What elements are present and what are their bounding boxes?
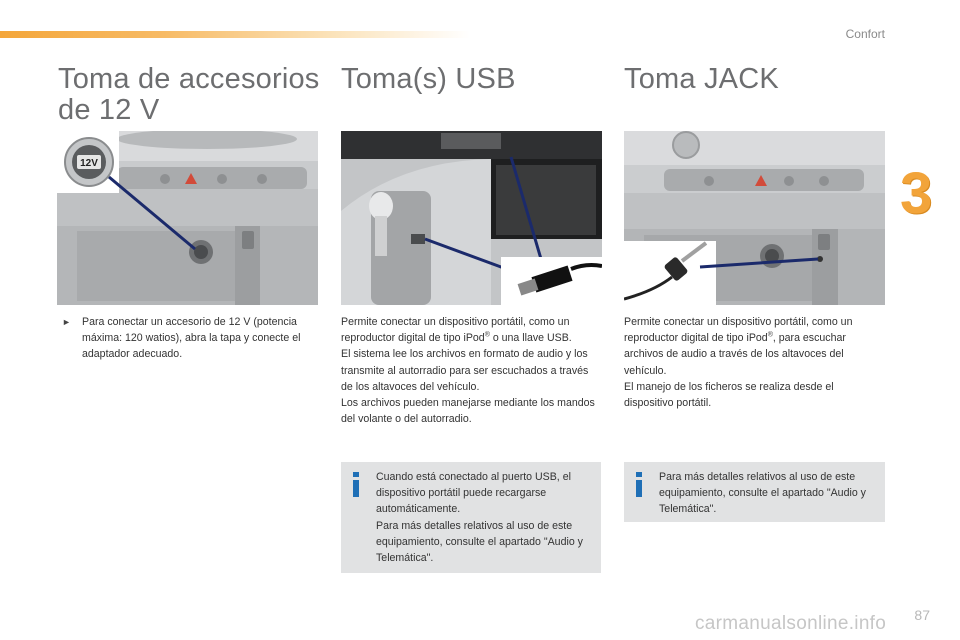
info-icon xyxy=(634,472,644,498)
text-usb xyxy=(341,314,603,427)
text-usb-p3: Los archivos pueden manejarse mediante los mandos del volante o del autorradio. xyxy=(341,397,595,426)
title-12v-line2: de 12 V xyxy=(58,94,160,126)
info-usb-p1: Cuando está conectado al puerto USB, el dispositivo portátil puede recargarse automáticamente. xyxy=(376,471,571,516)
info-jack-p1: Para más detalles relativos al uso de este equipamiento, consulte el apartado "Audio y Telemática". xyxy=(659,471,866,516)
info-text-usb xyxy=(376,469,598,566)
text-jack-p2: El manejo de los ficheros se realiza desde el dispositivo portátil. xyxy=(624,380,834,410)
text-12v-body: Para conectar un accesorio de 12 V (potencia máxima: 120 watios), abra la tapa y conecte el adaptador adecuado. xyxy=(82,316,301,361)
title-12v-socket xyxy=(58,64,328,126)
info-text-jack xyxy=(659,469,881,518)
section-label: Confort xyxy=(845,27,885,41)
photo-12v-socket xyxy=(57,131,318,305)
text-usb-p1b: o una llave USB. xyxy=(489,332,572,345)
page-number: 87 xyxy=(914,607,930,623)
photo-12v-label: 12V xyxy=(80,158,98,169)
text-usb-p2: El sistema lee los archivos en formato de audio y los transmite al autorradio para ser escuchados a través de los altavoces del vehículo. xyxy=(341,348,589,393)
registered-mark: ® xyxy=(484,331,490,339)
text-jack-p1b: , para escuchar archivos de audio a través de los altavoces del vehículo. xyxy=(624,332,846,377)
info-icon xyxy=(351,472,361,498)
title-12v-line1: Toma de accesorios xyxy=(58,63,320,95)
text-usb-p1a: Permite conectar un dispositivo portátil, como un reproductor digital de tipo iPod xyxy=(341,316,570,345)
title-usb: Toma(s) USB xyxy=(341,63,516,95)
text-jack xyxy=(624,314,882,411)
watermark-link[interactable]: carmanualsonline.info xyxy=(695,613,887,634)
arrow-right-icon: ► xyxy=(62,317,71,327)
text-jack-p1 xyxy=(624,314,882,379)
photo-usb-port xyxy=(341,131,602,305)
photo-jack-socket xyxy=(624,131,885,305)
title-jack: Toma JACK xyxy=(624,63,779,95)
info-usb-p2: Para más detalles relativos al uso de este equipamiento, consulte el apartado "Audio y Telemática". xyxy=(376,519,583,565)
text-usb-p1 xyxy=(341,314,603,346)
registered-mark: ® xyxy=(767,331,773,339)
text-12v-socket xyxy=(62,314,312,363)
info-box-jack xyxy=(624,462,885,522)
text-jack-p1a: Permite conectar un dispositivo portátil, como un reproductor digital de tipo iPod xyxy=(624,316,853,345)
chapter-number: 3 xyxy=(900,161,933,226)
header-accent-bar xyxy=(0,31,470,38)
info-box-usb xyxy=(341,462,601,573)
